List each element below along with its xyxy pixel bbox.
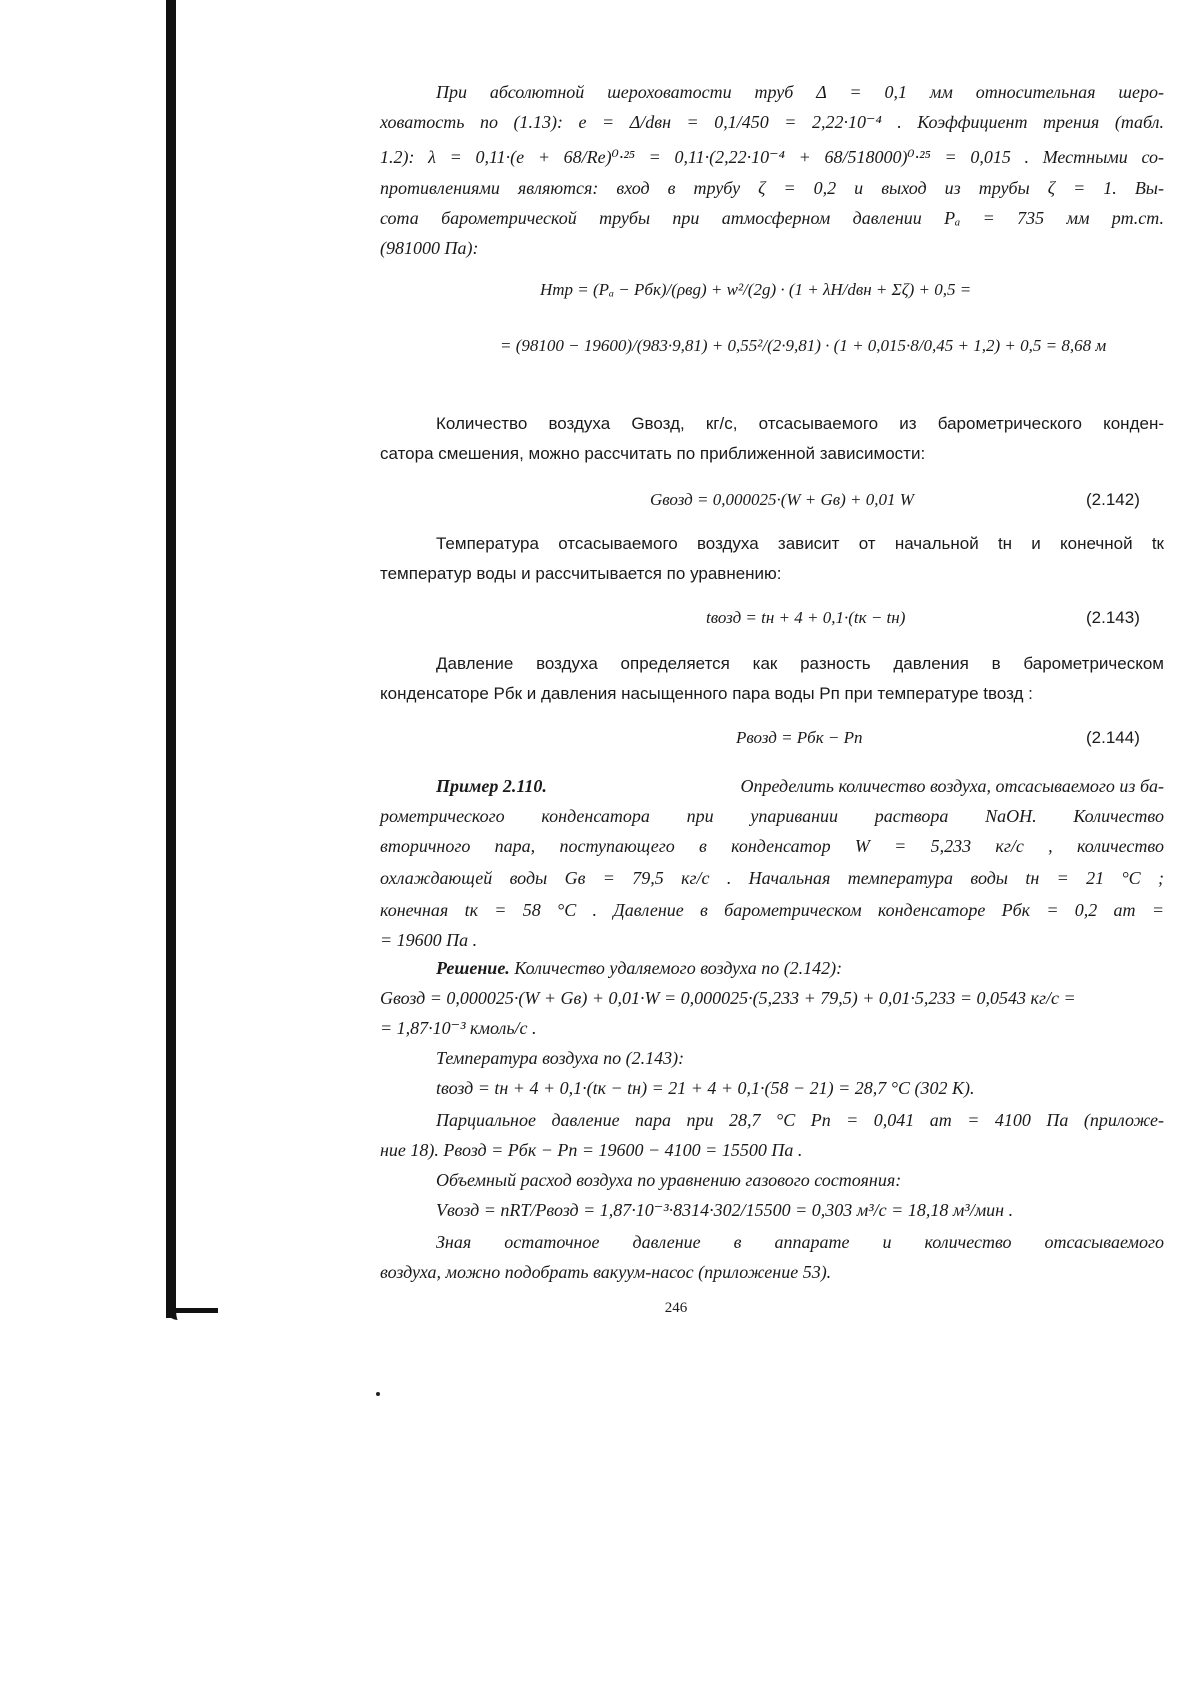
- equation-number: (2.143): [1086, 608, 1140, 627]
- text-line: воздуха, можно подобрать вакуум-насос (приложение 53).: [380, 1262, 832, 1282]
- text-line: 1.2): λ = 0,11·(e + 68/Re)⁰·²⁵ = 0,11·(2,22·10⁻⁴ + 68/518000)⁰·²⁵ = 0,015 . Местными со-: [380, 147, 1164, 167]
- scan-speck: [376, 1392, 380, 1396]
- text-line: сатора смешения, можно рассчитать по приближенной зависимости:: [380, 444, 926, 463]
- text-line: Температура отсасываемого воздуха зависит от начальной tн и конечной tк: [436, 534, 1164, 553]
- text-line: Gвозд = 0,000025·(W + Gв) + 0,01·W = 0,000025·(5,233 + 79,5) + 0,01·5,233 = 0,0543 кг/с =: [380, 988, 1076, 1008]
- formula-hydraulic-height-numeric: = (98100 − 19600)/(983·9,81) + 0,55²/(2·9,81) · (1 + 0,015·8/0,45 + 1,2) + 0,5 = 8,68 м: [500, 336, 1107, 355]
- text-line: рометрического конденсатора при упаривании раствора NaOH. Количество: [380, 806, 1164, 826]
- equation-2-142: Gвозд = 0,000025·(W + Gв) + 0,01 W: [650, 490, 914, 509]
- text-line: Определить количество воздуха, отсасываемого из ба-: [740, 776, 1164, 796]
- text-line: tвозд = tн + 4 + 0,1·(tк − tн) = 21 + 4 + 0,1·(58 − 21) = 28,7 °C (302 K).: [436, 1078, 975, 1098]
- solution-first-line: [436, 956, 1164, 980]
- text-line: = 19600 Па .: [380, 930, 478, 950]
- text-line: Объемный расход воздуха по уравнению газового состояния:: [436, 1170, 902, 1190]
- equation-number: (2.142): [1086, 490, 1140, 509]
- example-heading: Пример 2.110.: [436, 776, 547, 796]
- solution-heading: Решение.: [436, 958, 510, 978]
- text-line: Зная остаточное давление в аппарате и количество отсасываемого: [436, 1232, 1164, 1252]
- text-line: Температура воздуха по (2.143):: [436, 1048, 685, 1068]
- text-line: = 1,87·10⁻³ кмоль/с .: [380, 1018, 537, 1038]
- scan-binding-edge: [166, 0, 176, 1318]
- text-line: Парциальное давление пара при 28,7 °C Pп = 0,041 ат = 4100 Па (приложе-: [436, 1110, 1164, 1130]
- text-line: охлаждающей воды Gв = 79,5 кг/с . Начальная температура воды tн = 21 °C ;: [380, 868, 1164, 888]
- text-line: Vвозд = nRT/Pвозд = 1,87·10⁻³·8314·302/15500 = 0,303 м³/с = 18,18 м³/мин .: [436, 1200, 1014, 1220]
- text-line: ние 18). Pвозд = Pбк − Pп = 19600 − 4100 = 15500 Па .: [380, 1140, 803, 1160]
- formula-hydraulic-height: Hтр = (Pₐ − Pбк)/(ρвg) + w²/(2g) · (1 + λH/dвн + Σζ) + 0,5 =: [540, 280, 972, 299]
- equation-2-144: Pвозд = Pбк − Pп: [736, 728, 863, 747]
- equation-2-143: tвозд = tн + 4 + 0,1·(tк − tн): [706, 608, 906, 627]
- text-line: (981000 Па):: [380, 238, 479, 258]
- equation-number: (2.144): [1086, 728, 1140, 747]
- text-line: ховатость по (1.13): e = Δ/dвн = 0,1/450 = 2,22·10⁻⁴ . Коэффициент трения (табл.: [380, 112, 1164, 132]
- page-number: 246: [664, 1300, 688, 1316]
- text-line: Количество воздуха Gвозд, кг/с, отсасываемого из барометрического конден-: [436, 414, 1164, 433]
- text-line: противлениями являются: вход в трубу ζ = 0,2 и выход из трубы ζ = 1. Вы-: [380, 178, 1164, 198]
- text-line: температур воды и рассчитывается по уравнению:: [380, 564, 782, 583]
- text-line: конечная tк = 58 °C . Давление в барометрическом конденсаторе Pбк = 0,2 ат =: [380, 900, 1164, 920]
- text-line: При абсолютной шероховатости труб Δ = 0,1 мм относительная шеро-: [436, 82, 1164, 102]
- text-line: Давление воздуха определяется как разность давления в барометрическом: [436, 654, 1164, 673]
- example-first-line: [436, 774, 1164, 798]
- text-line: сота барометрической трубы при атмосферном давлении Pₐ = 735 мм рт.ст.: [380, 208, 1164, 228]
- text-line: конденсаторе Pбк и давления насыщенного пара воды Pп при температуре tвозд :: [380, 684, 1033, 703]
- text-line: Количество удаляемого воздуха по (2.142):: [514, 958, 843, 978]
- text-line: вторичного пара, поступающего в конденсатор W = 5,233 кг/с , количество: [380, 836, 1164, 856]
